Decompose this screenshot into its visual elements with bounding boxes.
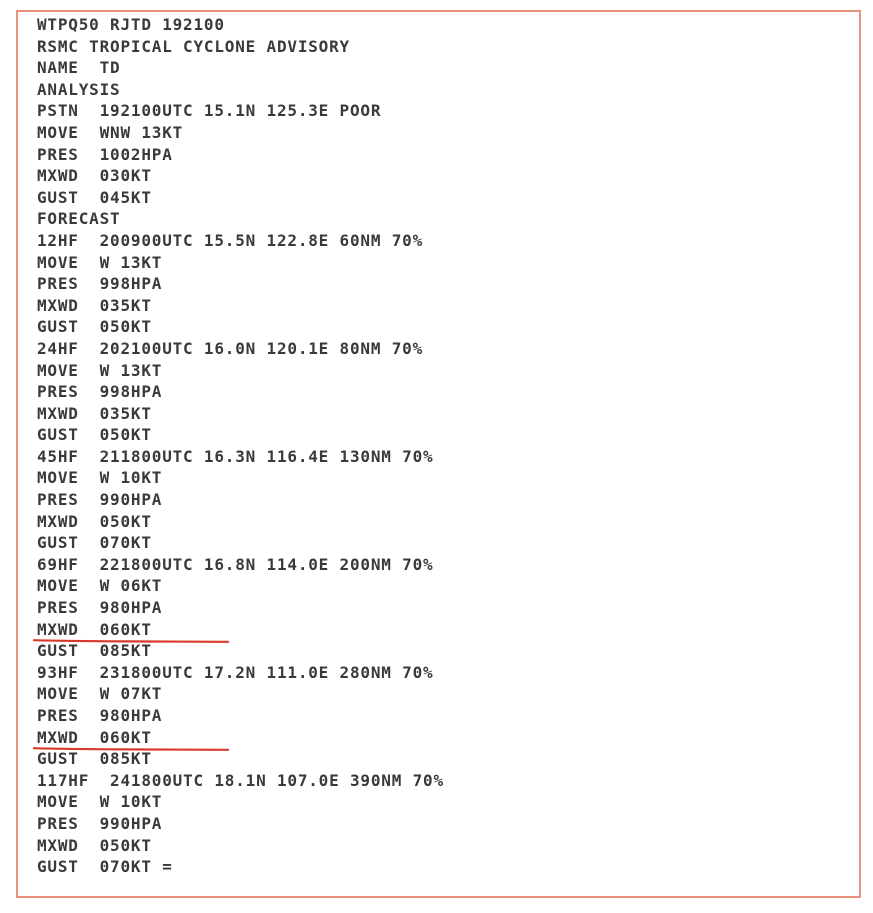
advisory-line-text: GUST 085KT	[37, 641, 152, 661]
advisory-line-text: 12HF 200900UTC 15.5N 122.8E 60NM 70%	[37, 230, 424, 250]
advisory-line-text: PSTN 192100UTC 15.1N 125.3E POOR	[37, 101, 382, 121]
advisory-line	[37, 597, 444, 619]
advisory-line	[37, 57, 444, 79]
advisory-line-text: PRES 998HPA	[37, 382, 163, 402]
advisory-line	[37, 316, 444, 338]
advisory-line-text: ANALYSIS	[37, 79, 121, 99]
advisory-line-text: PRES 980HPA	[37, 598, 163, 618]
advisory-line-text: 45HF 211800UTC 16.3N 116.4E 130NM 70%	[37, 446, 434, 466]
advisory-line	[37, 856, 444, 878]
advisory-line-text: 93HF 231800UTC 17.2N 111.0E 280NM 70%	[37, 662, 434, 682]
advisory-line	[37, 489, 444, 511]
advisory-line	[37, 403, 444, 425]
advisory-line	[37, 295, 444, 317]
advisory-line-text: MXWD 050KT	[37, 511, 152, 531]
advisory-line-text: PRES 990HPA	[37, 813, 163, 833]
advisory-line	[37, 165, 444, 187]
advisory-line-text: WTPQ50 RJTD 192100	[37, 15, 225, 34]
advisory-line	[37, 14, 444, 36]
advisory-line	[37, 705, 444, 727]
advisory-line	[37, 532, 444, 554]
advisory-line	[37, 511, 444, 533]
advisory-line-text: GUST 050KT	[37, 317, 152, 337]
advisory-line	[37, 122, 444, 144]
advisory-line-text: MOVE W 10KT	[37, 792, 163, 812]
advisory-line	[37, 575, 444, 597]
advisory-line-text: PRES 998HPA	[37, 274, 163, 294]
advisory-frame	[16, 10, 861, 898]
advisory-line-text: PRES 990HPA	[37, 490, 163, 510]
advisory-line	[37, 230, 444, 252]
advisory-line	[37, 36, 444, 58]
advisory-line	[37, 187, 444, 209]
advisory-line-text: GUST 045KT	[37, 187, 152, 207]
advisory-line-text: MOVE W 13KT	[37, 252, 163, 272]
advisory-line-text: MXWD 030KT	[37, 166, 152, 186]
advisory-line	[37, 381, 444, 403]
advisory-line	[37, 727, 444, 749]
advisory-line	[37, 683, 444, 705]
advisory-line	[37, 554, 444, 576]
advisory-line	[37, 813, 444, 835]
advisory-line-text: 117HF 241800UTC 18.1N 107.0E 390NM 70%	[37, 770, 444, 790]
advisory-line	[37, 748, 444, 770]
advisory-line-text: GUST 070KT	[37, 533, 152, 553]
advisory-line-text: MOVE W 13KT	[37, 360, 163, 380]
advisory-line	[37, 467, 444, 489]
advisory-line-text: MXWD 050KT	[37, 835, 152, 855]
advisory-line-text: 24HF 202100UTC 16.0N 120.1E 80NM 70%	[37, 338, 424, 358]
advisory-line-text: GUST 085KT	[37, 749, 152, 769]
advisory-line	[37, 273, 444, 295]
advisory-line-text: PRES 980HPA	[37, 706, 163, 725]
advisory-line-text: MXWD 035KT	[37, 403, 152, 423]
advisory-line	[37, 662, 444, 684]
advisory-line	[37, 208, 444, 230]
advisory-line-text: RSMC TROPICAL CYCLONE ADVISORY	[37, 36, 350, 56]
advisory-line-text: MOVE W 06KT	[37, 576, 163, 596]
advisory-line-text: NAME TD	[37, 58, 121, 78]
advisory-line-text: MXWD 060KT	[37, 619, 152, 639]
advisory-line	[37, 835, 444, 857]
advisory-line-text: MOVE W 10KT	[37, 468, 163, 488]
advisory-line-text: MXWD 060KT	[37, 727, 152, 747]
advisory-line-text: 69HF 221800UTC 16.8N 114.0E 200NM 70%	[37, 554, 434, 574]
advisory-line	[37, 770, 444, 792]
advisory-line	[37, 100, 444, 122]
advisory-line-text: MXWD 035KT	[37, 295, 152, 315]
advisory-line	[37, 791, 444, 813]
advisory-line	[37, 144, 444, 166]
advisory-line	[37, 360, 444, 382]
advisory-line-text: PRES 1002HPA	[37, 144, 173, 164]
advisory-text	[37, 14, 444, 878]
advisory-line	[37, 252, 444, 274]
advisory-line-text: GUST 050KT	[37, 425, 152, 445]
advisory-line	[37, 338, 444, 360]
advisory-line-text: MOVE W 07KT	[37, 684, 163, 704]
advisory-line	[37, 619, 444, 641]
advisory-line	[37, 424, 444, 446]
advisory-line-text: FORECAST	[37, 209, 121, 229]
advisory-line	[37, 446, 444, 468]
advisory-line	[37, 640, 444, 662]
advisory-line-text: MOVE WNW 13KT	[37, 122, 184, 142]
advisory-line	[37, 79, 444, 101]
advisory-line-text: GUST 070KT =	[37, 857, 173, 877]
